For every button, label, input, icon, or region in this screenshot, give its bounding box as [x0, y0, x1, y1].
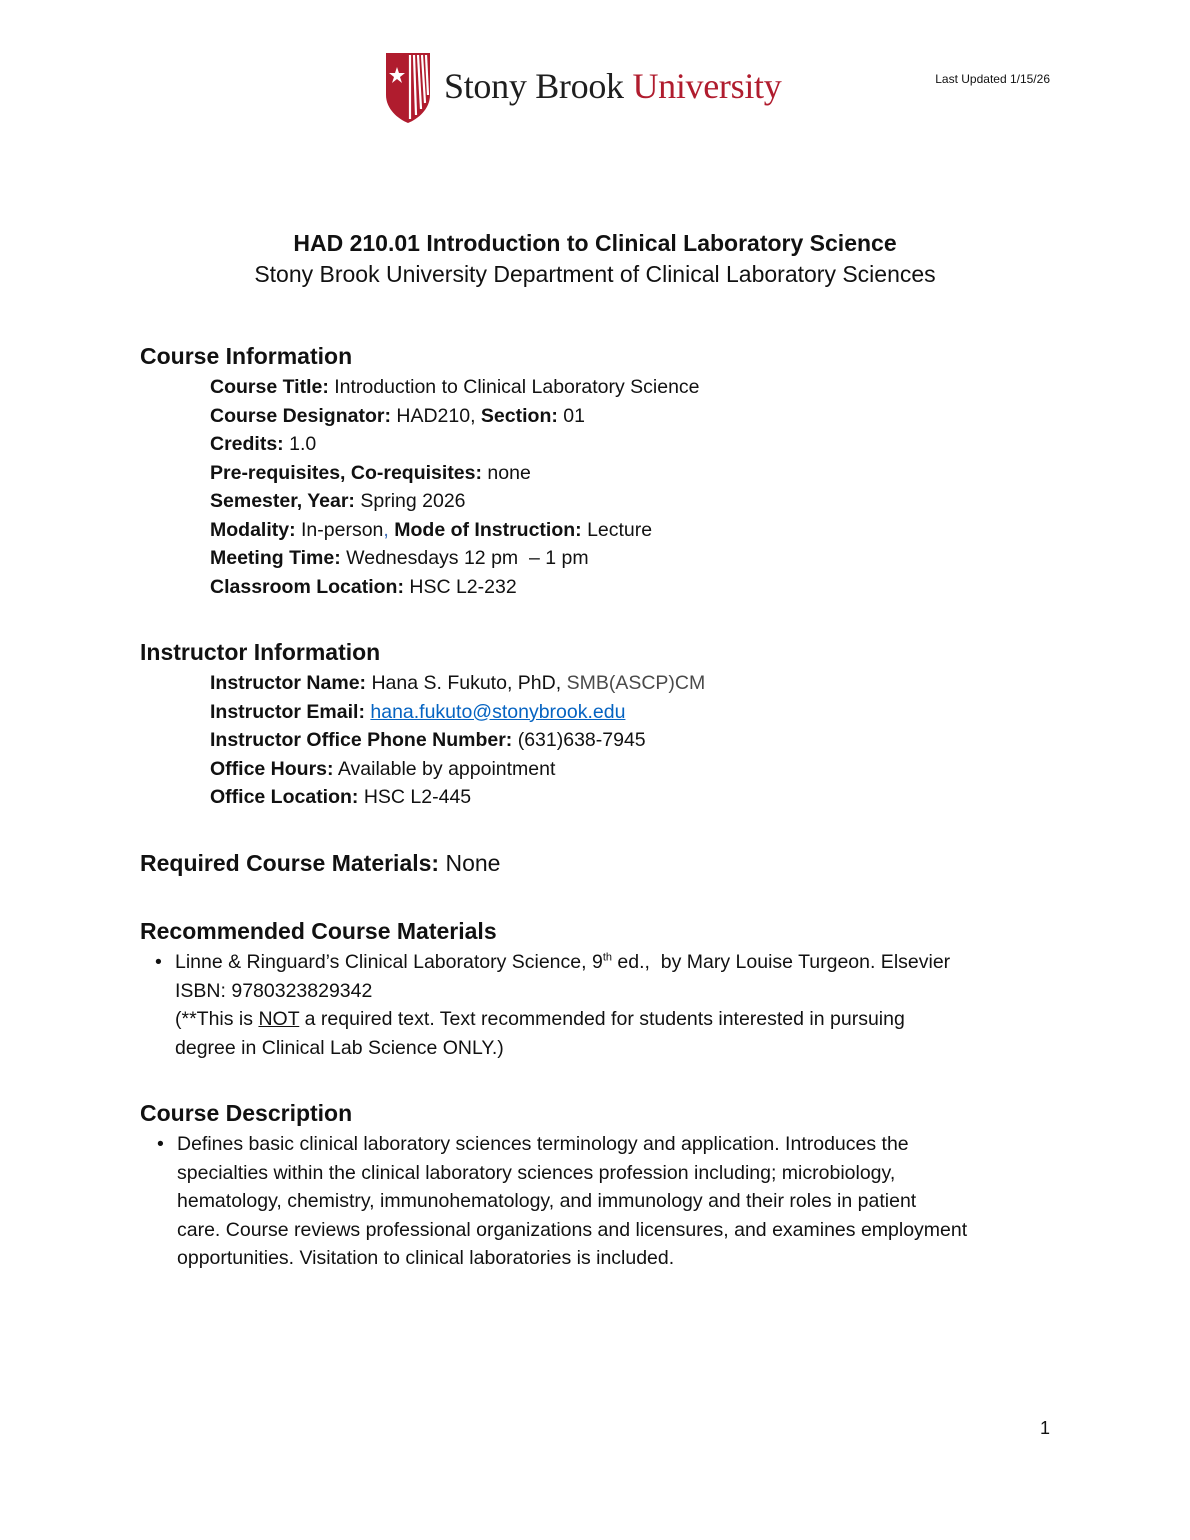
field-label: Pre-requisites, Co-requisites:: [210, 461, 482, 484]
bullet: •: [157, 1133, 164, 1155]
required-materials-value: None: [445, 850, 501, 876]
university-logo: [384, 50, 781, 126]
instructor-info-heading: Instructor Information: [140, 639, 381, 665]
title-block: [0, 228, 1190, 290]
list-item: [155, 948, 1045, 1062]
description-line: opportunities. Visitation to clinical laboratories is included.: [177, 1247, 675, 1269]
page-number: 1: [1039, 1418, 1050, 1438]
credits-row: [210, 430, 700, 459]
recommended-materials-heading: Recommended Course Materials: [140, 918, 497, 944]
note-line: [175, 1005, 1045, 1034]
textbook-title: Linne & Ringuard’s Clinical Laboratory Science, 9: [175, 951, 603, 973]
field-label: Instructor Email:: [210, 700, 365, 723]
field-label: Meeting Time:: [210, 547, 341, 569]
logo-word-university: University: [632, 66, 782, 106]
field-label: Credits:: [210, 433, 284, 455]
course-description-list: [157, 1130, 1047, 1273]
course-title: HAD 210.01 Introduction to Clinical Laboratory Science: [293, 230, 897, 256]
field-value: 1.0: [289, 433, 317, 455]
description-line: hematology, chemistry, immunohematology, and immunology and their roles in patient: [177, 1190, 917, 1212]
field-label: Semester, Year:: [210, 490, 355, 512]
field-label: Section:: [480, 404, 558, 427]
textbook-author: ed., by Mary Louise Turgeon. Elsevier: [612, 951, 951, 973]
field-value: In-person: [301, 518, 384, 541]
course-designator-row: [210, 402, 700, 431]
field-value: HSC L2-232: [409, 575, 517, 598]
meeting-time-row: [210, 544, 700, 573]
instructor-email-link[interactable]: hana.fukuto@stonybrook.edu: [370, 700, 626, 723]
modality-row: [210, 516, 700, 545]
required-materials-heading: [140, 848, 500, 878]
recommended-materials-list: [155, 948, 1045, 1062]
field-value: none: [487, 461, 531, 484]
field-label: Instructor Office Phone Number:: [210, 729, 513, 751]
bullet: •: [155, 951, 162, 973]
instructor-name-row: [210, 669, 705, 698]
field-label: Mode of Instruction:: [394, 518, 582, 541]
field-value: Spring 2026: [360, 490, 466, 512]
semester-row: [210, 487, 700, 516]
field-value: HSC L2-445: [363, 786, 472, 808]
note-prefix: (**This is: [175, 1008, 259, 1030]
description-line: specialties within the clinical laboratory sciences profession including; microbiology,: [177, 1161, 896, 1184]
course-description-heading: Course Description: [140, 1100, 353, 1126]
field-value: HAD210,: [396, 404, 476, 427]
instructor-email-row: [210, 698, 705, 727]
logo-wordmark: [444, 68, 781, 104]
instructor-credential: SMB(ASCP)CM: [566, 672, 706, 694]
field-value: Available by appointment: [337, 757, 556, 780]
shield-icon: [384, 51, 432, 125]
description-line: Defines basic clinical laboratory sciences terminology and application. Introduces the: [177, 1133, 909, 1155]
field-label: Classroom Location:: [210, 575, 404, 598]
instructor-phone-row: [210, 726, 705, 755]
field-value: Introduction to Clinical Laboratory Science: [334, 376, 700, 398]
field-label: Office Hours:: [210, 757, 334, 780]
prerequisites-row: [210, 459, 700, 488]
field-value: 01: [563, 404, 585, 427]
note-suffix: a required text. Text recommended for students interested in pursuing: [299, 1008, 905, 1030]
office-location-row: [210, 783, 705, 812]
field-value: Lecture: [587, 518, 653, 541]
field-value: Wednesdays 12 pm – 1 pm: [346, 547, 589, 569]
classroom-location-row: [210, 573, 700, 602]
field-label: Office Location:: [210, 786, 359, 808]
department-title: Stony Brook University Department of Clinical Laboratory Sciences: [254, 261, 936, 287]
note-line-2: degree in Clinical Lab Science ONLY.): [175, 1036, 504, 1059]
instructor-info-list: [210, 669, 705, 812]
field-label: Instructor Name:: [210, 672, 367, 694]
last-updated: Last Updated 1/15/26: [935, 72, 1050, 86]
field-label: Course Designator:: [210, 404, 391, 427]
description-line: care. Course reviews professional organizations and licensures, and examines employment: [177, 1218, 968, 1241]
field-label: Course Title:: [210, 376, 329, 398]
course-info-heading: Course Information: [140, 343, 353, 369]
note-emphasis: NOT: [258, 1008, 300, 1030]
course-title-row: [210, 373, 700, 402]
isbn-line: ISBN: 9780323829342: [175, 979, 373, 1002]
separator: ,: [383, 518, 389, 541]
course-info-list: [210, 373, 700, 601]
required-materials-label: Required Course Materials:: [140, 850, 440, 876]
logo-word-stony-brook: Stony Brook: [444, 66, 624, 106]
field-value: Hana S. Fukuto, PhD,: [371, 672, 562, 694]
edition-superscript: th: [602, 951, 612, 964]
office-hours-row: [210, 755, 705, 784]
list-item: [157, 1130, 1047, 1273]
field-value: (631)638-7945: [517, 729, 646, 751]
textbook-line: [175, 948, 1045, 977]
field-label: Modality:: [210, 518, 296, 541]
